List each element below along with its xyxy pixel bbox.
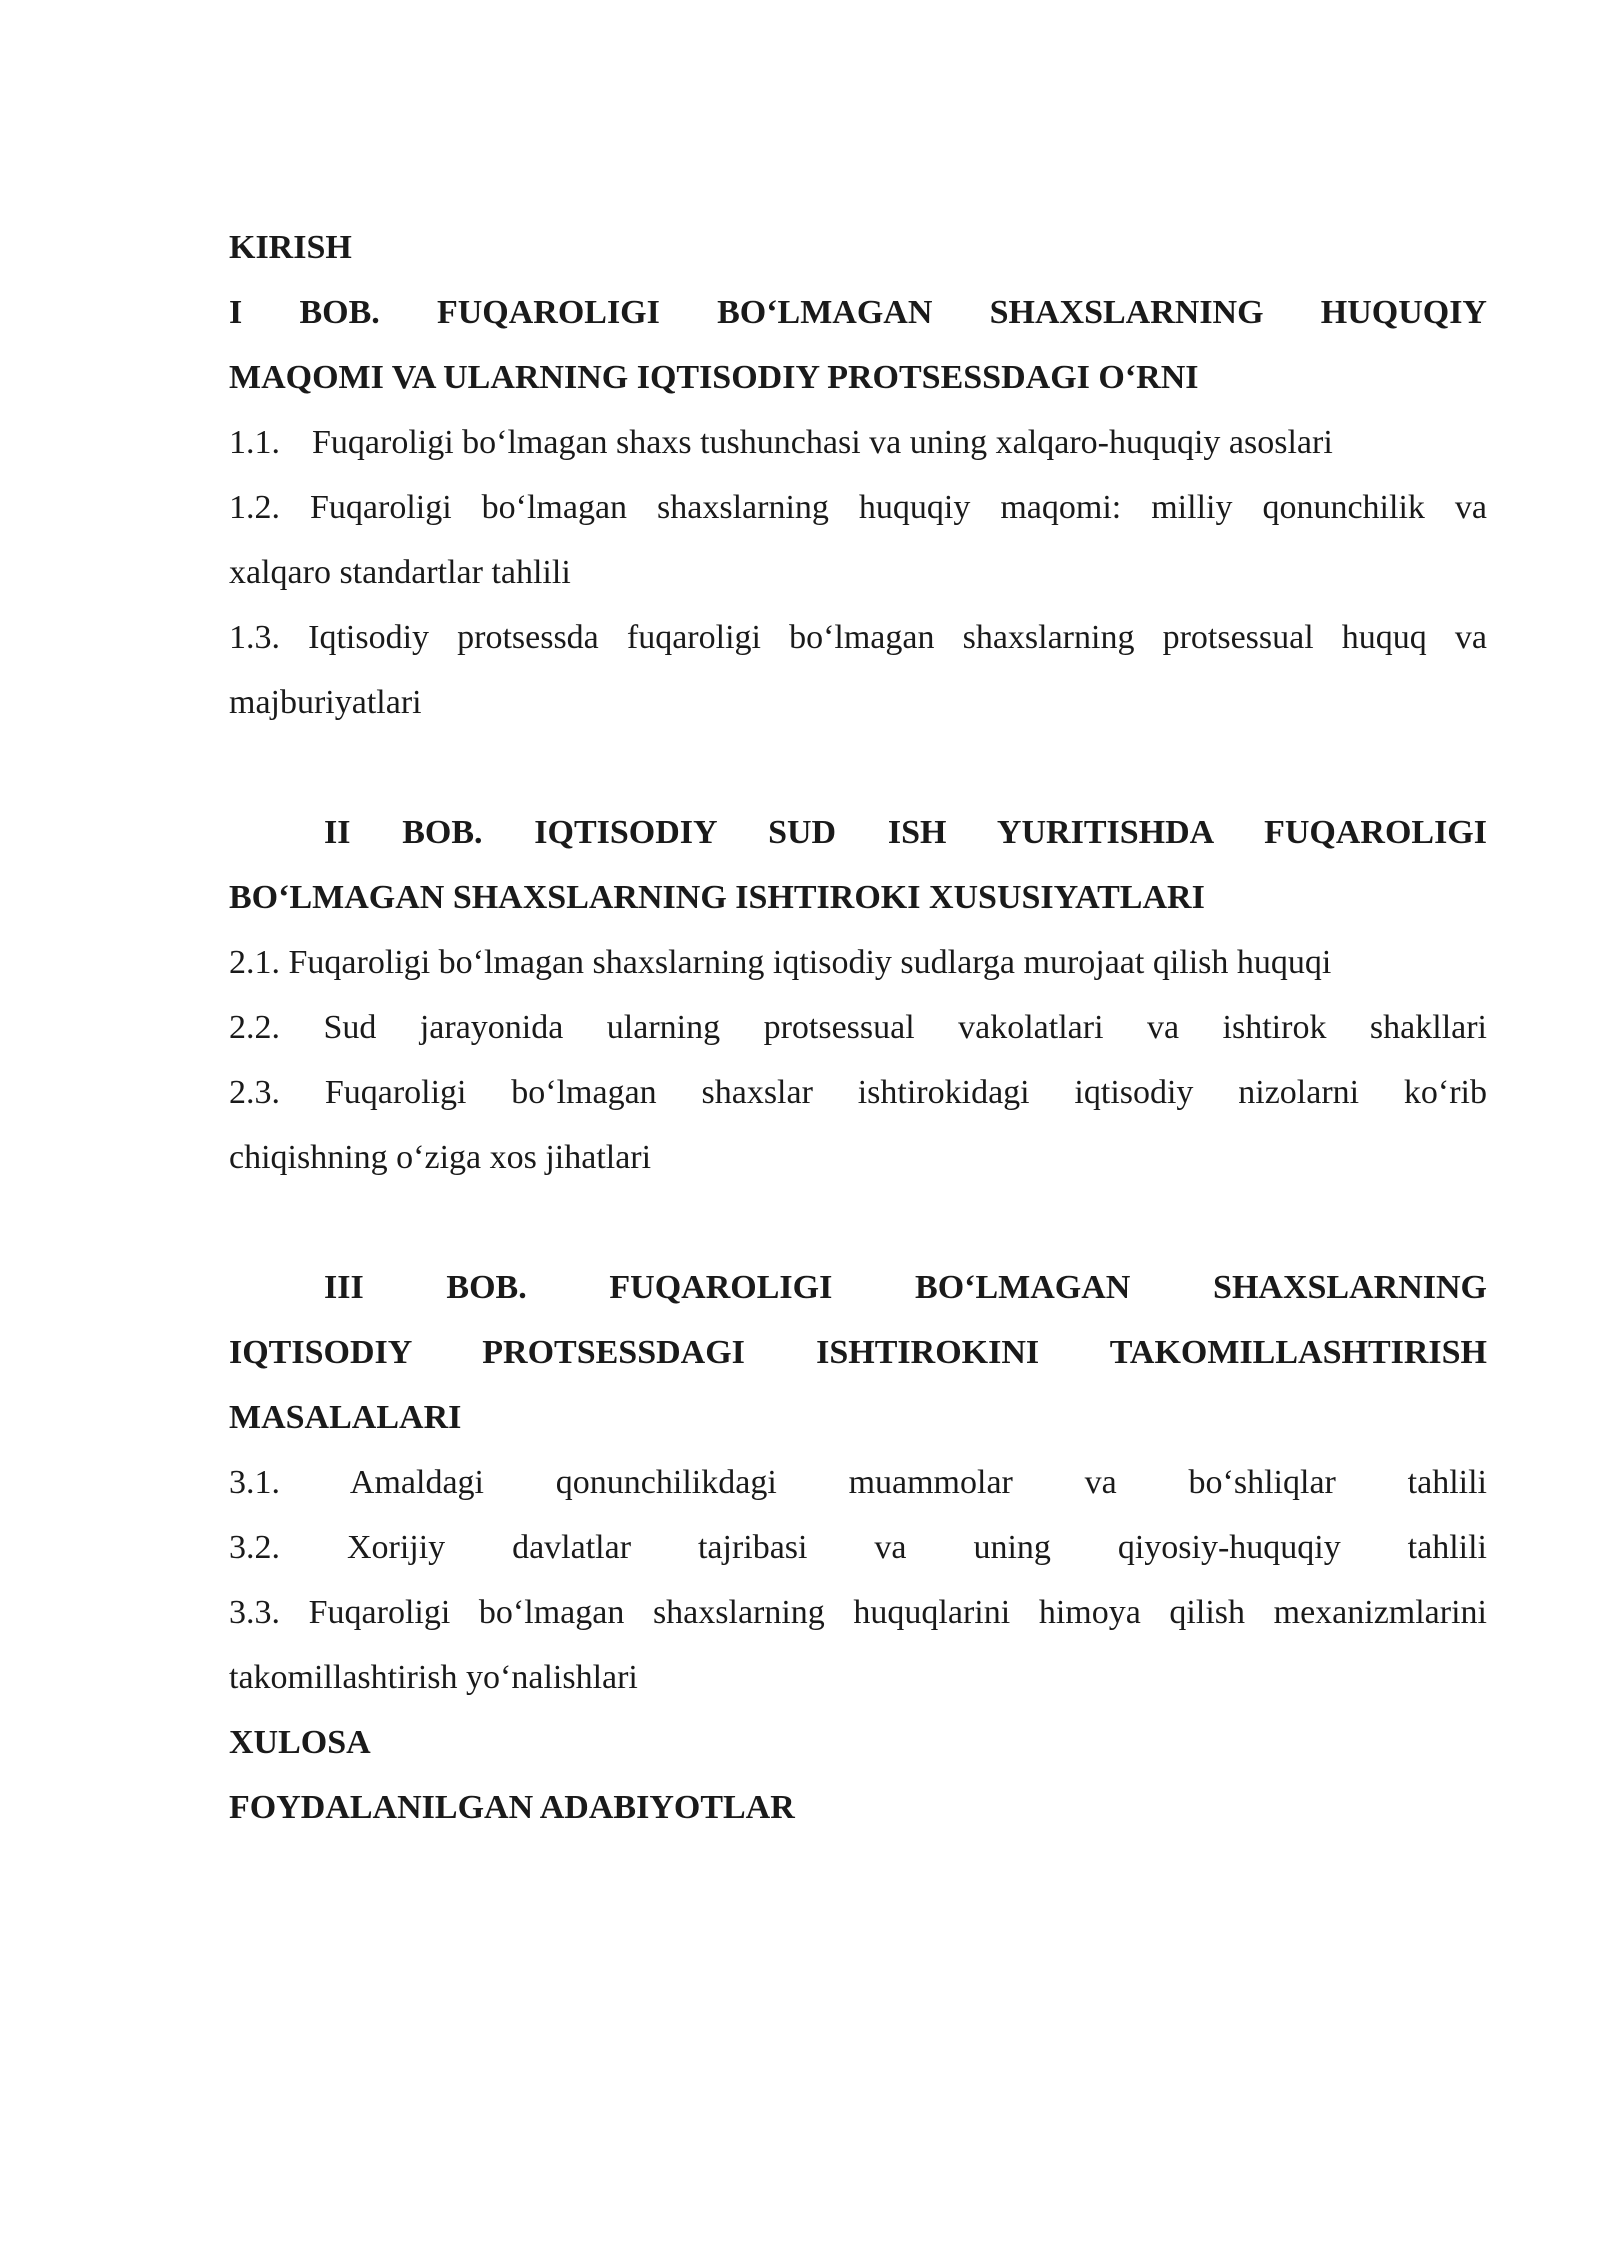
section-2-3-line-1: 2.3. Fuqaroligi bo‘lmagan shaxslar ishtirokidagi iqtisodiy nizolarni ko‘rib (229, 1074, 1487, 1111)
section-2-1: 2.1. Fuqaroligi bo‘lmagan shaxslarning iqtisodiy sudlarga murojaat qilish huquqi (229, 944, 1332, 981)
toc-conclusion: XULOSA (229, 1724, 371, 1761)
chapter-1-title-line-1: I BOB. FUQAROLIGI BO‘LMAGAN SHAXSLARNING HUQUQIY (229, 294, 1487, 331)
section-2-2: 2.2. Sud jarayonida ularning protsessual vakolatlari va ishtirok shakllari (229, 1009, 1487, 1046)
section-1-3-line-1: 1.3. Iqtisodiy protsessda fuqaroligi bo‘lmagan shaxslarning protsessual huquq va (229, 619, 1487, 656)
toc-intro: KIRISH (229, 229, 352, 266)
section-1-2-line-2: xalqaro standartlar tahlili (229, 554, 571, 591)
section-2-3-line-2: chiqishning o‘ziga xos jihatlari (229, 1139, 652, 1176)
section-3-1: 3.1. Amaldagi qonunchilikdagi muammolar va bo‘shliqlar tahlili (229, 1464, 1487, 1501)
section-1-1-title: Fuqaroligi bo‘lmagan shaxs tushunchasi va uning xalqaro-huquqiy asoslari (312, 424, 1333, 461)
section-3-3-line-2: takomillashtirish yo‘nalishlari (229, 1659, 638, 1696)
table-of-contents (229, 215, 1487, 1840)
section-3-3-line-1: 3.3. Fuqaroligi bo‘lmagan shaxslarning huquqlarini himoya qilish mexanizmlarini (229, 1594, 1487, 1631)
section-1-1 (229, 410, 1487, 475)
section-1-2-line-1: 1.2. Fuqaroligi bo‘lmagan shaxslarning huquqiy maqomi: milliy qonunchilik va (229, 489, 1487, 526)
chapter-2-title-line-1: II BOB. IQTISODIY SUD ISH YURITISHDA FUQAROLIGI (324, 814, 1487, 851)
chapter-3-title-line-1: III BOB. FUQAROLIGI BO‘LMAGAN SHAXSLARNING (324, 1269, 1487, 1306)
chapter-3-title-line-2: IQTISODIY PROTSESSDAGI ISHTIROKINI TAKOMILLASHTIRISH (229, 1334, 1487, 1371)
section-3-2: 3.2. Xorijiy davlatlar tajribasi va uning qiyosiy-huquqiy tahlili (229, 1529, 1487, 1566)
section-1-1-number: 1.1. (229, 424, 280, 461)
section-1-3-line-2: majburiyatlari (229, 684, 422, 721)
chapter-3-title-line-3: MASALALARI (229, 1399, 462, 1436)
toc-references: FOYDALANILGAN ADABIYOTLAR (229, 1789, 795, 1826)
chapter-1-title-line-2: MAQOMI VA ULARNING IQTISODIY PROTSESSDAGI O‘RNI (229, 359, 1199, 396)
chapter-2-title-line-2: BO‘LMAGAN SHAXSLARNING ISHTIROKI XUSUSIYATLARI (229, 879, 1205, 916)
